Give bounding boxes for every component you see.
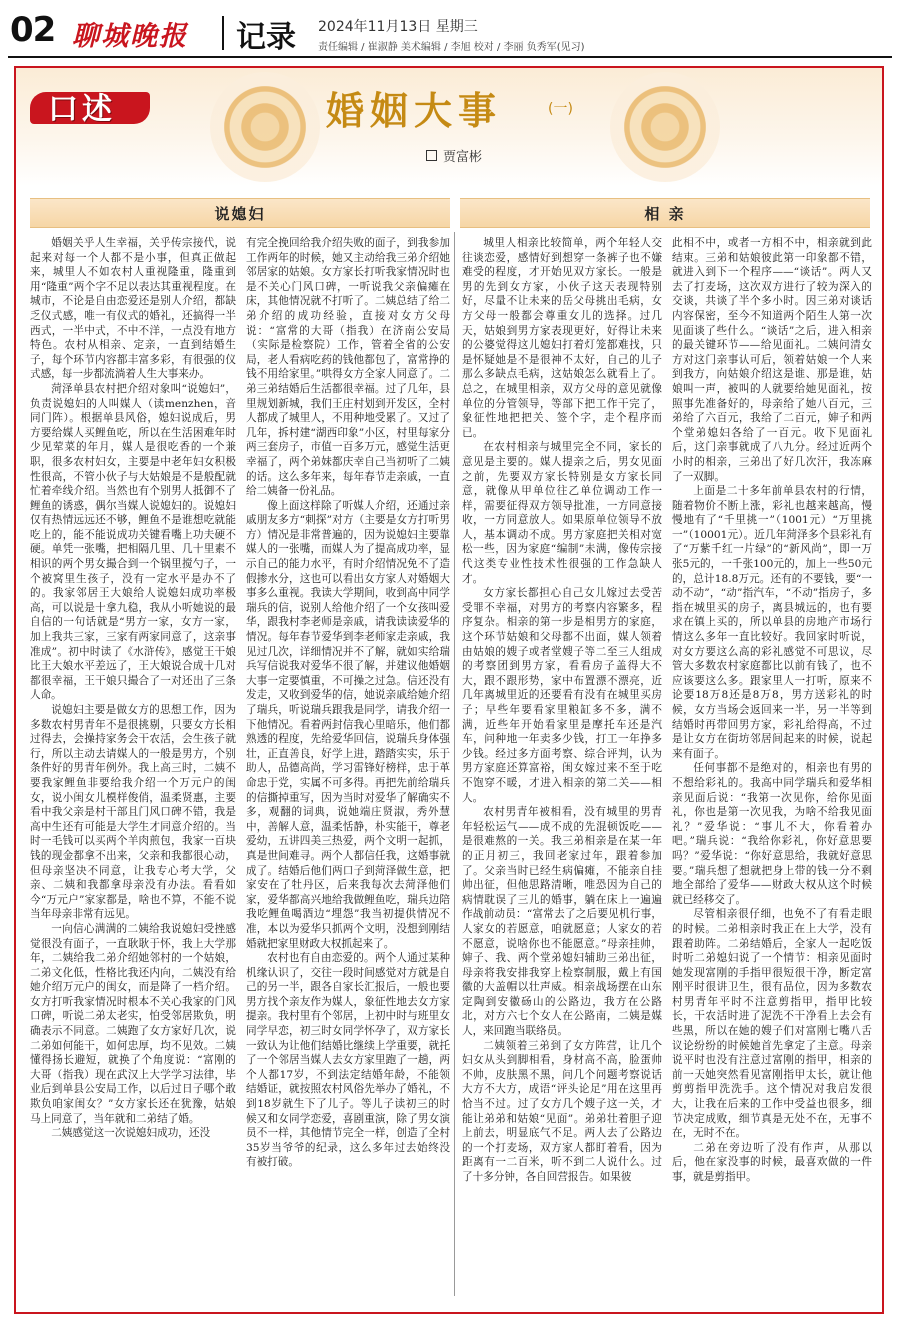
editor-credits: 责任编辑 / 崔淑静 美术编辑 / 李旭 校对 / 李丽 负秀军(见习) — [318, 42, 585, 53]
newspaper-name: 聊城晚报 — [72, 21, 188, 52]
paragraph: 城里人相亲比较简单，两个年轻人交往谈恋爱，感情好到想穿一条裤子也不嫌难受的程度，才开始见双方家长。一般是男的先到女方家，小伙子这天表现特别好，尽量不让未来的岳父母挑出毛病，女方父母一般都会尊重女儿的选择。过几天，姑娘到男方家表现更好，好得让未来的公婆觉得这儿媳妇打着灯笼都难找，只是怀疑她是不是很神不太好，自己的儿子那么多缺点毛病，这姑娘怎么就看上了。总之，在城里相亲，双方父母的意见就像单位的分管领导，等部下把工作干完了，象征性地把把关、签个字，走个程序而已。 — [462, 237, 662, 439]
paragraph: 二姨感觉这一次说媳妇成功，还没 — [51, 1127, 211, 1140]
paragraph: 婚姻关乎人生幸福，关乎传宗接代，说起来对每一个人都不是小事，但真正做起来，城里人不如农村人重视隆重，隆重到用“隆重”两个字不足以表达其重视程度。在城市，不论是自由恋爱还是别人介绍，都缺乏仪式感，唯一有仪式的婚礼，还搞得一半西式，一半中式，不中不洋，一点没有地方特色。农村从相亲、定亲，一直到结婚生子，每个环节内容都丰富多彩，有很强的仪式感，每一步都流淌着人生大事来办。 — [30, 237, 236, 381]
paragraph: 二姨领着三弟到了女方阵营，让几个妇女从头到脚相看，身材高不高，脸蛋帅不帅，皮肤黑不黑，问几个问题考察说话大方不大方，成语“评头论足”用在这里再恰当不过。过了女方几个嫂子这一关，才能让弟弟和姑娘“见面”。弟弟壮着胆子迎上前去，明显底气不足。两人去了公路边的一个打麦场，双方家人都盯着看，因为距离有一二百米，听不到二人说什么。过了十多分钟，各自回营报告。如果彼 — [462, 1039, 662, 1183]
paragraph: 菏泽单县农村把介绍对象叫“说媳妇”，负责说媳妇的人叫媒人（读menzhen，音同门阵）。根据单县风俗，媳妇说成后，男方要给媒人买鲤鱼吃，所以在生活困难年时少见荤菜的年月，媒人是很吃香的一个兼职，很多农村妇女，主要是中老年妇女积极性很高，不管小伙子与大姑娘是不是般配就忙着牵线介绍。当然也有个别男人抵御不了鲤鱼的诱惑，偶尔当媒人说媳妇的。说媳妇仅有热情远远还不够，鲤鱼不是谁想吃就能吃上的，能不能说成功关键看嘴上功夫硬不硬。单凭一张嘴，把相隔几里、几十里素不相识的两个男女撮合到一个锅里搅勺子，一个被窝里生孩子，没有一定水平是办不了的。我家邻居王大娘给人说媳妇成功率极高，可以说是十拿九稳，我从小听她说的最自信的一句话就是“男方一家，女方一家，加上我共三家，三家有两家同意了，这亲事准成”。初中时读了《水浒传》，感觉王干娘比王大娘水平差远了，王大娘说合成十几对都很幸福，王干娘只撮合了一对还出了三条人命。 — [30, 382, 236, 702]
text-column-4 — [672, 236, 872, 1296]
paragraph: 二弟在旁边听了没有作声，从那以后，他在家没事的时候，最喜欢做的一件事，就是剪指甲。 — [672, 1141, 872, 1183]
header-rule — [8, 56, 892, 58]
paragraph: 一向信心满满的二姨给我说媳妇受挫感觉很没有面子，一直耿耿于怀，我上大学那年，二姨给我二弟介绍她邻村的一个姑娘，二弟文化低，性格比我还内向，二姨没有给她介绍万元户的闺女，而是降了一档介绍。女方打听我家情况时根本不关心我家的门风口碑，听说二弟太老实，怕受邻居欺负，明确表示不同意。二姨跑了女方家好几次，说二弟如何能干，如何忠厚，均不见效。二姨懂得扬长避短，就换了个角度说：“富刚的大哥（指我）现在武汉上大学学习法律，毕业后到单县公安局工作，以后过日子哪个敢欺负咱家闺女？”女方家长还在犹豫，姑娘马上同意了，当年就和二弟结了婚。 — [30, 922, 236, 1125]
square-icon — [426, 150, 437, 161]
paragraph: 像上面这样除了听媒人介绍，还通过亲戚朋友多方“刺探”对方（主要是女方打听男方）情况是非常普遍的，因为说媳妇主要靠媒人的一张嘴，而媒人为了提高成功率，显示自己的能力水平，有时介绍情况免不了造假掺水分，这也可以看出女方家人对婚姻大事多么重视。我读大学期间，收到高中同学瑞兵的信，说别人给他介绍了一个女孩叫爱华，跟我村李老师是亲戚，请我读读爱华的情况。每年春节爱华到李老师家走亲戚，我见过几次，详细情况并不了解，就如实给瑞兵写信说我对爱华不很了解，并建议他婚姻大事一定要慎重，不可操之过急。信还没有发走，又收到爱华的信，她说亲戚给她介绍了瑞兵，听说瑞兵跟我是同学，请我介绍一下他情况。看着两封信我心里暗乐，他们都熟透的程度，先给爱华回信，说瑞兵身体强壮，正直善良，好学上进，踏踏实实，乐于助人，品德高尚，学习雷锋好榜样，忠于革命忠于党，实属不可多得。再把先前给瑞兵的信撕掉重写，因为当时对爱华了解确实不多，观翻的词典，说她端庄贤淑，秀外慧中，善解人意，温柔恬静，朴实能干，尊老爱幼，五讲四美三热爱，两个文明一起抓，真是世间难寻。两个人都信任我，这婚事就成了。结婚后他们两口子到菏泽做生意，把家安在了牡丹区，后来我每次去菏泽他们家，爱华都高兴地给我做鲤鱼吃，瑞兵边陪我吃鲤鱼喝酒边“埋怨”我当初提供情况不准，本以为爱华只抓两个文明，没想到刚结婚就把家里财政大权抓起来了。 — [246, 499, 450, 950]
paragraph: 女方家长都担心自己女儿嫁过去受苦受罪不幸福，对男方的考察内容繁多，程序复杂。相亲的第一步是相男方的家庭，这个环节姑娘和父母都不出面，媒人领着由姑娘的嫂子或者堂嫂子等二至三人组成的考察团到男方家，看看房子盖得大不大，跟不跟形势，家中布置漂不漂亮，近几年离城里近的还要看有没有在城里买房子；早些年要看家里粮缸多不多，满不满，近些年开始看家里是摩托车还是汽车，问种地一年卖多少钱，打工一年挣多少钱。经过多方面考察、综合评判，认为男方家庭还算富裕，闺女嫁过来不至于吃不饱穿不暖，才进入相亲的第二关——相人。 — [462, 587, 662, 804]
paragraph: 任何事都不是绝对的，相亲也有男的不想给彩礼的。我高中同学瑞兵和爱华相亲见面后说：“我第一次见你，给你见面礼，你也是第一次见我，为啥不给我见面礼？”爱华说：“事儿不大，你看着办吧。”瑞兵说：“我给你彩礼，你好意思要吗？”爱华说：“你好意思给，我就好意思要。”瑞兵想了想就把身上带的钱一分不剩地全部给了爱华——财政大权从这个时候就已经移交了。 — [672, 762, 872, 906]
section-title: 说媳妇 — [214, 205, 266, 223]
section-divider — [454, 232, 455, 1296]
header-divider — [222, 16, 224, 50]
paragraph: 此相不中，或者一方相不中，相亲就到此结束。三弟和姑娘彼此第一印象都不错，就进入到下一个程序——“谈话”。两人又去了打麦场，这次双方进行了较为深入的交谈，共谈了半个多小时。因三弟对谈话内容保密，至今不知道两个陌生人第一次见面谈了些什么。“谈话”之后，进入相亲的最关键环节——给见面礼。二姨问清女方对这门亲事认可后，领着姑娘一个人来到我方，向姑娘介绍这是谁、那是谁，姑娘叫一声，被叫的人就要给她见面礼，按照事先准备好的，母亲给了她八百元，三弟给了六百元，我给了二百元，婶子和两个堂弟媳妇各给了一百元。收下见面礼后，这门亲事就成了八九分。经过近两个小时的相亲，三弟出了好几次汗，我冻麻了一双脚。 — [672, 237, 872, 483]
paragraph: 农村男青年被相看，没有城里的男青年轻松运气——成不成的先混顿饭吃——是很难熬的一关。我三弟相亲是在某一年的正月初三，我回老家过年，跟着参加了。父亲当时已经生病偏瘫，不能亲自挂帅出征，但他思路清晰，唯恐因为自己的病情耽误了三儿的婚事，躺在床上一遍遍作战前动员：“富常去了之后要见机行事，人家女的若愿意，咱就愿意；人家女的若不愿意，说啥你也不能愿意。”母亲挂帅，婶子、我、两个堂弟媳妇辅助三弟出征，母亲将我安排我穿上检察制服，戴上有国徽的大盖帽以壮声威。相亲战场摆在山东定陶到安徽砀山的公路边，我方在公路北，对方六七个女人在公路南，二姨是媒人，来回跑当联络员。 — [462, 806, 662, 1038]
text-column-3 — [462, 236, 662, 1296]
author-name: 贾富彬 — [443, 150, 483, 165]
column-badge: 口述 — [48, 92, 116, 127]
page-number: 02 — [10, 10, 56, 50]
author-byline — [426, 146, 482, 165]
cloud-ornament-icon — [210, 72, 320, 182]
issue-date: 2024年11月13日 星期三 — [318, 19, 478, 35]
section-header-left — [30, 198, 450, 228]
section-header-right — [460, 198, 870, 228]
article-title: 婚姻大事 — [326, 88, 503, 133]
article-part: (一) — [548, 101, 573, 117]
paragraph: 在农村相亲与城里完全不同，家长的意见是主要的。媒人提亲之后，男女见面之前，先要双方家长特别是女方家长同意，就像从甲单位往乙单位调动工作一样，需要征得双方领导批准，一方同意接收，一方同意放人。如果原单位领导不放人，基本调动不成。男方家庭把关相对宽松一些，因为家庭“编制”未满，像传宗接代这类专业性技术性很强的工作急缺人才。 — [462, 441, 662, 585]
page-header — [0, 0, 900, 58]
paragraph: 尽管相亲很仔细，也免不了有看走眼的时候。二弟相亲时我正在上大学，没有跟着助阵。二弟结婚后，全家人一起吃饭时听二弟媳妇说了一个情节：相亲见面时她发现富刚的手指甲很短很干净，断定富刚平时很讲卫生，很有品位，因为多数农村男青年平时不注意剪指甲，指甲比较长，干农活时进了泥洗不干净看上去会有些黑，所以在她的嫂子们对富刚七嘴八舌议论纷纷的时候她首先拿定了主意。母亲说平时也没有注意过富刚的指甲，相亲的前一天她突然看见富刚指甲太长，就让他剪剪指甲洗洗手。这个情况对我启发很大，让我在后来的工作中受益也很多，细节决定成败，细节真是无处不在，无事不在，无时不在。 — [672, 908, 872, 1140]
text-column-2 — [246, 236, 450, 1296]
text-column-1 — [30, 236, 236, 1296]
section-name: 记录 — [236, 20, 296, 55]
cloud-ornament-icon — [610, 72, 720, 182]
paragraph: 说媳妇主要是做女方的思想工作，因为多数农村男青年不是很挑剔，只要女方长相过得去，会操持家务会干农活，会生孩子就行，所以主动去请媒人的一般是男方，个别条件好的男青年例外。我上高三时，二姨不要我家鲤鱼非要给我介绍一个万元户的闺女，说小闺女儿模样俊俏，温柔贤惠，主要看中我父亲是村干部且门风口碑不错，我是高中生还有可能是大学生才同意介绍的。当时一毛钱可以买两个羊肉煎包，我家一百块钱的现金都拿不出来，父亲和我都很心动，但母亲坚决不同意，让我专心考大学，父亲、二姨和我都拿母亲没有办法。看看如今“万元户”家家都是，啥也不算，不能不说当年母亲非常有远见。 — [30, 704, 236, 921]
paragraph: 上面是二十多年前单县农村的行情，随着物价不断上涨，彩礼也越来越高，慢慢地有了“千里挑一”（1001元）“万里挑一”（10001元）。近几年菏泽多个县彩礼有了“万紫千红一片绿”的“新风尚”，即一万张5元的，一千张100元的，加上一些50元的，总计18.8万元。还有的不要钱，要“一动不动”，“动”指汽车，“不动”指房子，多指在城里买的房子，离县城远的，也有要求在镇上买的，所以单县的房地产市场行情这么多年一直比较好。我回家时听说，对女方要这么高的彩礼感觉不可思议，尽管大多数农村家庭都比以前有钱了，也不应该要这么多。跟家里人一打听，原来不论要18万8还是8万8，男方送彩礼的时候，女方当场会返回来一半，另一半等到结婚时再带回男方家，彩礼给得高，不过是让女方在街坊邻居间起来的时候，说起来有面子。 — [672, 485, 872, 760]
section-title: 相 亲 — [644, 205, 686, 223]
paragraph: 有完全挽回给我介绍失败的面子，到我参加工作两年的时候，她又主动给我三弟介绍她邻居家的姑娘。女方家长打听我家情况时也是不关心门风口碑，一听说我父亲偏瘫在床，其他情况就不打听了。二姨总结了给二弟介绍的成功经验，直接对女方父母说：“富常的大哥（指我）在济南公安局（实际是检察院）工作，管着全省的公安局，老人看病吃药的钱他都包了，富常挣的钱不用给家里。”哄得女方全家人同意了。二弟三弟结婚后生活都很幸福。过了几年，县里规划新城，我们王庄村划到开发区，全村人都成了城里人，不用种地受累了。又过了几年，拆村建“湖西印象”小区，村里每家分两三套房子，市值一百多万元，感觉生活更幸福了，两个弟妹都庆幸自己当初听了二姨的话。这么多年来，每年春节走亲戚，一直给二姨备一份礼品。 — [246, 237, 450, 498]
paragraph: 农村也有自由恋爱的。两个人通过某种机缘认识了，交往一段时间感觉对方就是自己的另一半，跟各自家长汇报后，一般也要男方找个亲友作为媒人，象征性地去女方家提亲。我村里有个邻居，上初中时与班里女同学早恋，初三时女同学怀孕了，双方家长一致认为让他们结婚比继续上学重要，就托了一个邻居当媒人去女方家里跑了一趟，两个人都17岁，不到法定结婚年龄，不能领结婚证，就按照农村风俗先举办了婚礼，不到18岁就生下了儿子。等儿子读初三的时候又和女同学恋爱，喜剧重演，除了男女演员不一样，其他情节完全一样，创造了全村35岁当爷爷的纪录，这么多年过去始终没有被打破。 — [246, 952, 450, 1169]
